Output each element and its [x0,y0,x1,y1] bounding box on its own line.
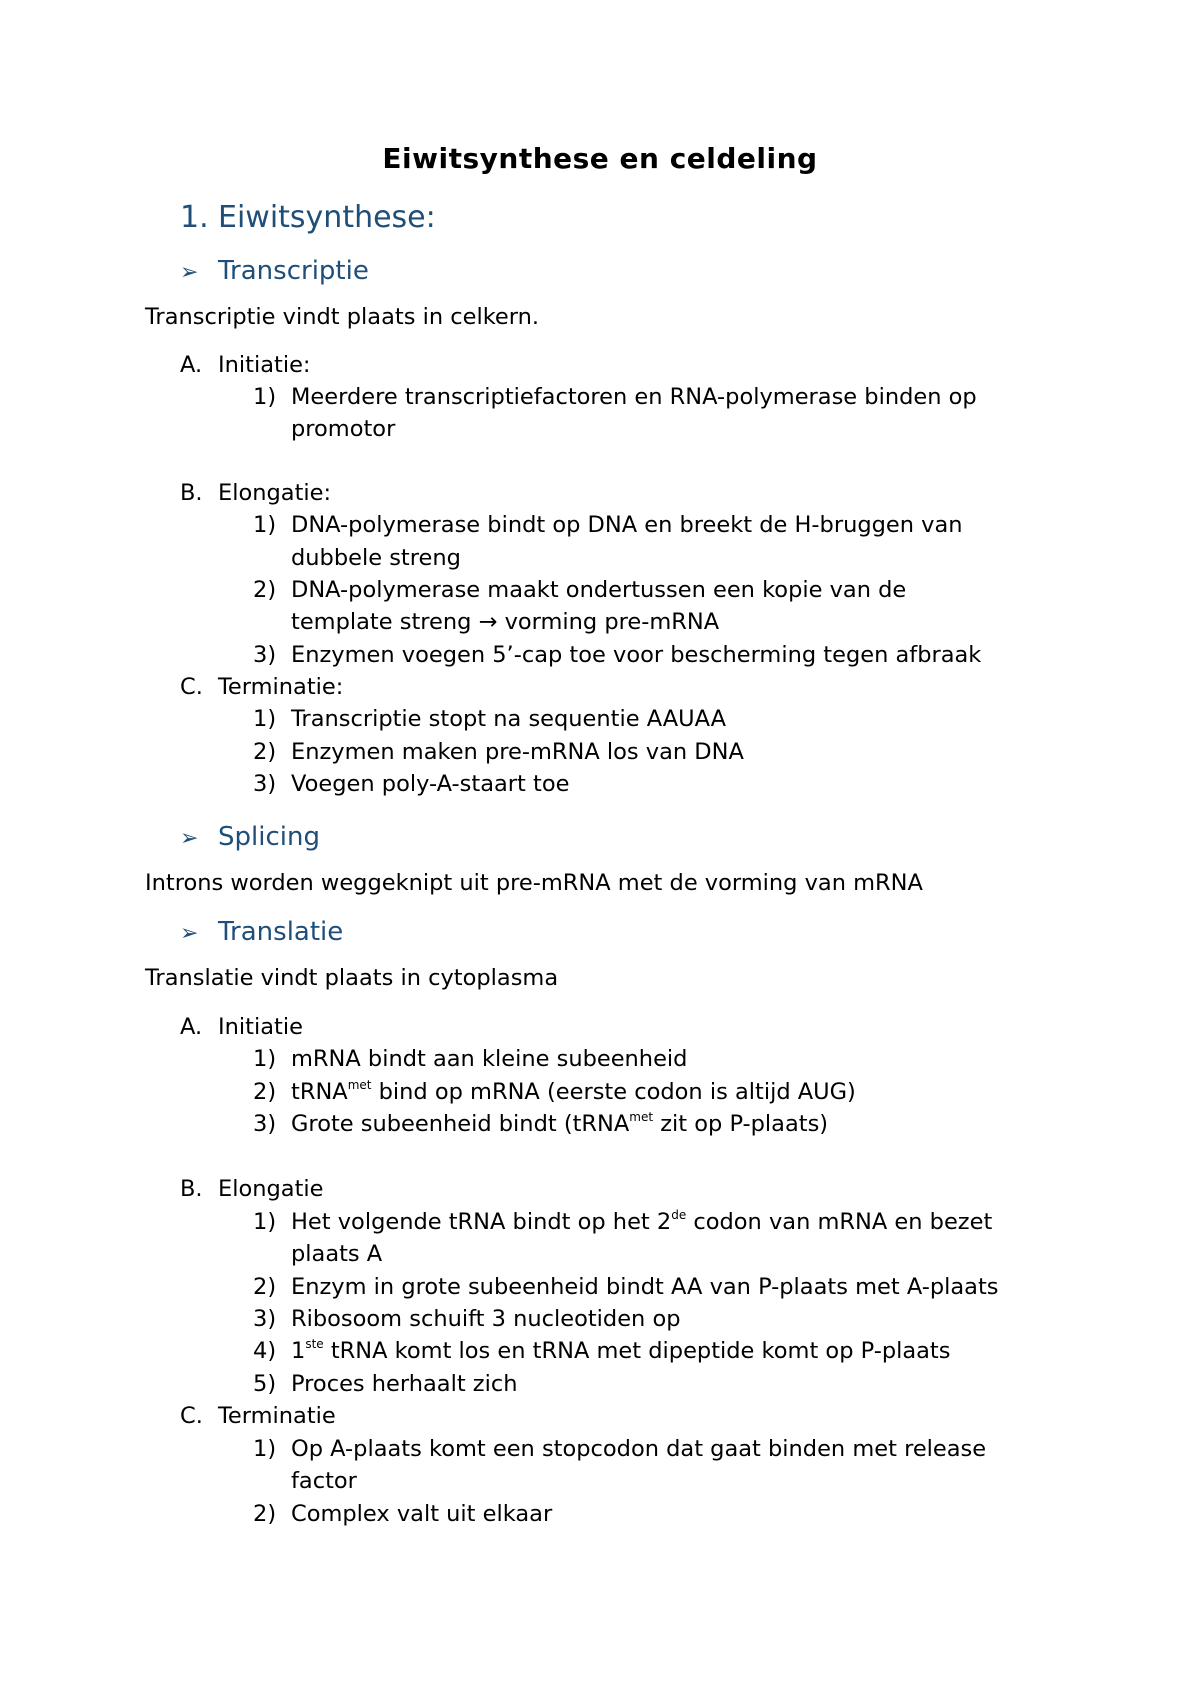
heading-number: 1. [180,200,209,235]
list-item [253,1306,681,1332]
paragraph-translatie-intro: Translatie vindt plaats in cytoplasma [145,965,559,991]
list-item [253,1371,518,1397]
list-item [253,1338,950,1364]
list-item-text: zit op P-plaats) [653,1111,829,1137]
list-item-label: Elongatie [218,1176,324,1202]
list-item-continuation: promotor [291,416,396,442]
list-item-text: Meerdere transcriptiefactoren en RNA-polymerase binden op [291,384,977,410]
heading-text: Translatie [218,917,344,947]
list-marker: B. [180,1176,203,1202]
heading-splicing [180,822,320,852]
list-marker: 1) [253,512,277,538]
superscript: de [671,1208,687,1222]
list-item-text: tRNA komt los en tRNA met dipeptide komt op P-plaats [323,1338,951,1364]
list-item-label: Initiatie: [218,352,311,378]
list-item-text: Het volgende tRNA bindt op het 2 [291,1209,672,1235]
list-item [253,739,744,765]
list-item-label: Terminatie [218,1403,336,1429]
list-item [253,1501,552,1527]
list-marker: 2) [253,1501,277,1527]
list-marker: 2) [253,739,277,765]
heading-transcriptie [180,256,369,286]
list-marker: A. [180,1014,203,1040]
superscript: met [629,1110,654,1124]
list-marker: 1) [253,706,277,732]
list-marker: 1) [253,1046,277,1072]
list-item [253,512,963,538]
list-item [253,1046,687,1072]
list-marker: 5) [253,1371,277,1397]
list-item [253,1436,986,1462]
list-item-text: bind op mRNA (eerste codon is altijd AUG) [371,1079,856,1105]
list-marker: 3) [253,1111,277,1137]
list-item-text: DNA-polymerase bindt op DNA en breekt de H-bruggen van [291,512,963,538]
arrow-bullet-icon: ➢ [180,260,199,285]
list-item-terminatie [180,1403,336,1429]
list-marker: 1) [253,384,277,410]
list-item-text: Complex valt uit elkaar [291,1501,553,1527]
list-marker: 4) [253,1338,277,1364]
heading-text: Splicing [218,822,320,852]
list-item-text: codon van mRNA en bezet [686,1209,993,1235]
list-marker: C. [180,674,203,700]
list-marker: 3) [253,642,277,668]
arrow-bullet-icon: ➢ [180,921,199,946]
list-item-label: Initiatie [218,1014,303,1040]
list-marker: B. [180,480,203,506]
list-marker: 3) [253,771,277,797]
list-item-text: Voegen poly-A-staart toe [291,771,570,797]
list-item-text: Transcriptie stopt na sequentie AAUAA [291,706,727,732]
list-item-continuation: template streng → vorming pre-mRNA [291,609,720,635]
heading-translatie [180,917,343,947]
list-marker: 1) [253,1209,277,1235]
list-marker: 2) [253,1274,277,1300]
list-item-text: DNA-polymerase maakt ondertussen een kopie van de [291,577,907,603]
list-item-text: 1 [291,1338,306,1364]
superscript: ste [305,1337,324,1351]
arrow-bullet-icon: ➢ [180,826,199,851]
list-item-continuation: dubbele streng [291,545,461,571]
list-item-text: tRNA [291,1079,348,1105]
list-item [253,384,977,410]
list-item-text: Op A-plaats komt een stopcodon dat gaat binden met release [291,1436,987,1462]
list-item [253,1079,856,1105]
list-item-text: Enzymen maken pre-mRNA los van DNA [291,739,744,765]
list-item-text: Enzymen voegen 5’-cap toe voor bescherming tegen afbraak [291,642,982,668]
list-item [253,642,981,668]
list-item-terminatie [180,674,343,700]
list-item-text: Ribosoom schuift 3 nucleotiden op [291,1306,681,1332]
list-marker: 1) [253,1436,277,1462]
list-item-elongatie [180,1176,323,1202]
superscript: met [347,1078,372,1092]
list-marker: 2) [253,1079,277,1105]
heading-text: Transcriptie [218,256,369,286]
list-marker: 2) [253,577,277,603]
list-marker: 3) [253,1306,277,1332]
paragraph-splicing-intro: Introns worden weggeknipt uit pre-mRNA met de vorming van mRNA [145,870,923,896]
list-item-initiatie [180,352,311,378]
paragraph-transcriptie-intro: Transcriptie vindt plaats in celkern. [145,304,540,330]
list-item [253,1209,992,1235]
list-item [253,1111,828,1137]
list-item-text: Grote subeenheid bindt (tRNA [291,1111,630,1137]
list-item-text: mRNA bindt aan kleine subeenheid [291,1046,688,1072]
list-item [253,706,726,732]
list-item [253,577,906,603]
list-item [253,1274,999,1300]
heading-text: Eiwitsynthese: [218,200,436,235]
list-item-initiatie [180,1014,303,1040]
list-item-continuation: plaats A [291,1241,383,1267]
heading-eiwitsynthese [180,200,436,235]
list-item-label: Elongatie: [218,480,332,506]
list-item-continuation: factor [291,1468,357,1494]
list-item-label: Terminatie: [218,674,344,700]
list-item [253,771,569,797]
list-item-text: Proces herhaalt zich [291,1371,518,1397]
list-item-elongatie [180,480,331,506]
list-marker: A. [180,352,203,378]
list-marker: C. [180,1403,203,1429]
document-title: Eiwitsynthese en celdeling [382,142,818,175]
list-item-text: Enzym in grote subeenheid bindt AA van P-plaats met A-plaats [291,1274,999,1300]
